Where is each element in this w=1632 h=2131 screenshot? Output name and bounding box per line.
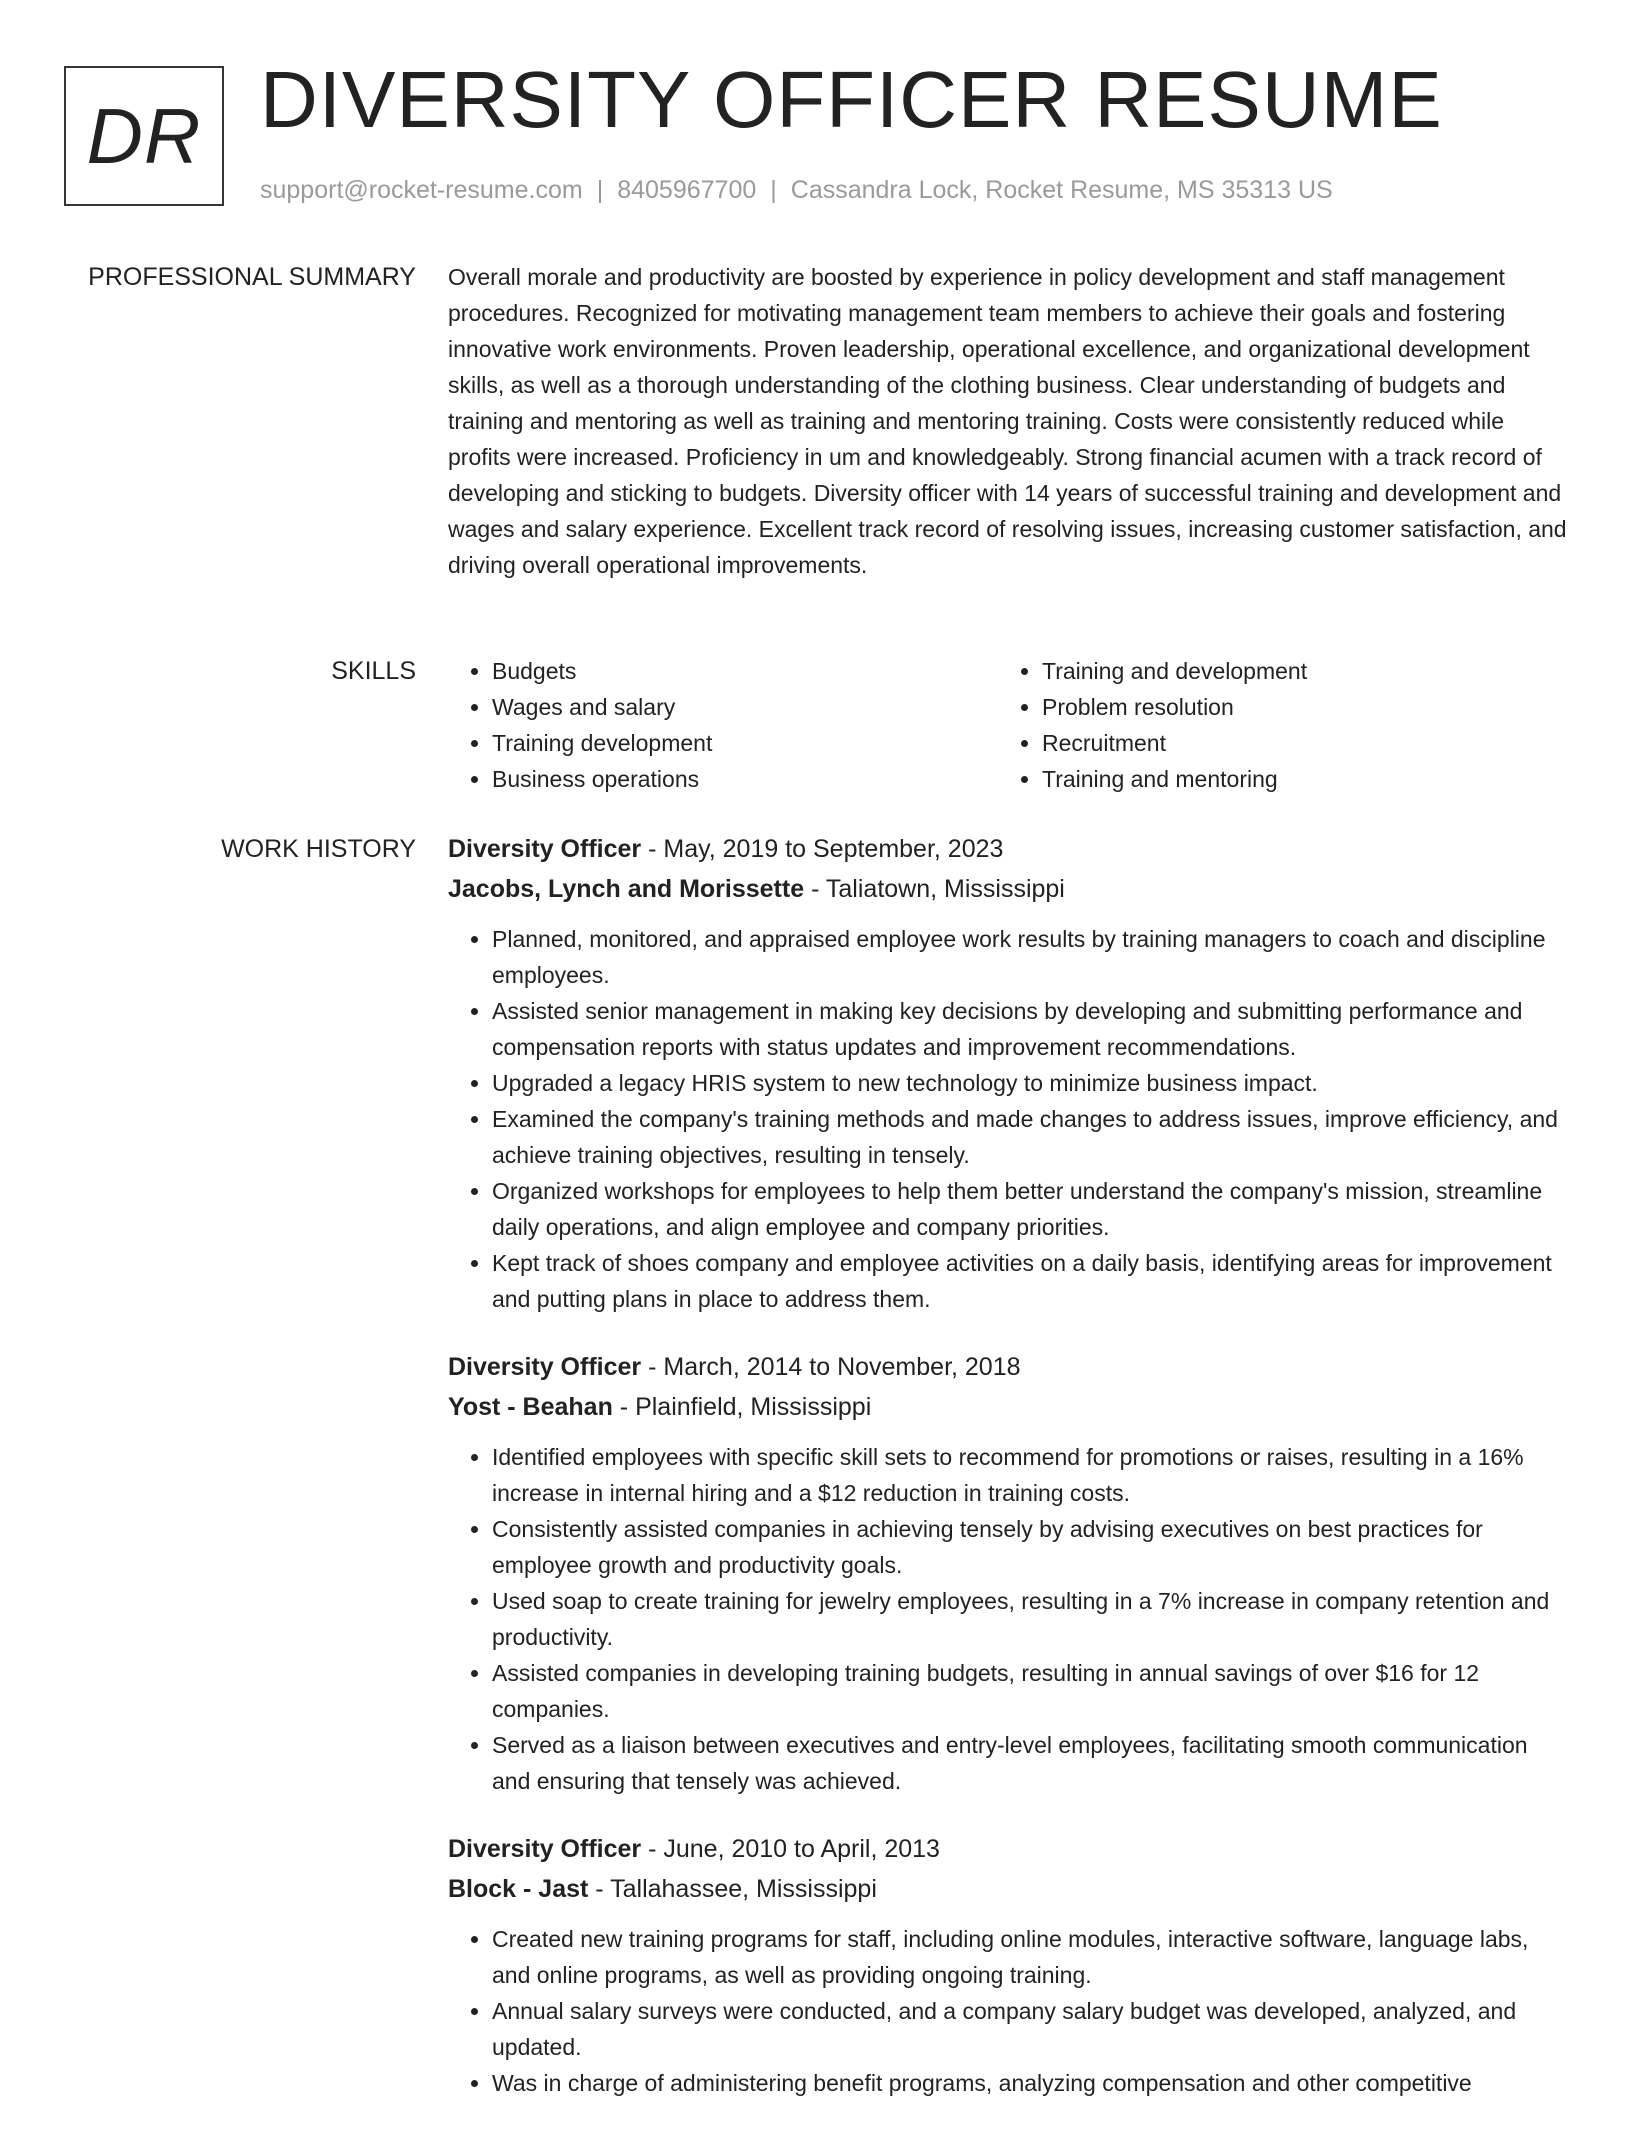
skill-item: • Wages and salary (492, 689, 998, 725)
job-location: - Tallahassee, Mississippi (595, 1875, 877, 1903)
job-title-line (448, 1347, 1572, 1387)
job-bullet: • Consistently assisted companies in achieving tensely by advising executives on best practices for employee growth and productivity goals. (492, 1511, 1572, 1583)
job-bullet: • Served as a liaison between executives and entry-level employees, facilitating smooth communication and ensuring that tensely was achieved. (492, 1727, 1572, 1799)
contact-separator: | (770, 176, 777, 204)
skill-item: • Recruitment (1042, 725, 1548, 761)
job-title-line (448, 829, 1572, 869)
skill-item: • Training development (492, 725, 998, 761)
page-title: DIVERSITY OFFICER RESUME (260, 55, 1443, 144)
skill-item: • Training and mentoring (1042, 761, 1548, 797)
job-dates: - March, 2014 to November, 2018 (648, 1353, 1021, 1381)
job-bullet: • Created new training programs for staff, including online modules, interactive software, language labs, and online programs, as well as providing ongoing training. (492, 1921, 1572, 1993)
contact-email[interactable]: support@rocket-resume.com (260, 176, 583, 204)
contact-separator: | (596, 176, 604, 204)
skills-column-left (448, 653, 998, 797)
skill-item: • Business operations (492, 761, 998, 797)
job-company-line (448, 1387, 1572, 1427)
job-bullet: • Assisted companies in developing training budgets, resulting in annual savings of over $16 for 12 companies. (492, 1655, 1572, 1727)
job-title: Diversity Officer (448, 1353, 642, 1381)
summary-body (448, 259, 1572, 583)
job-bullet: • Identified employees with specific skill sets to recommend for promotions or raises, resulting in a 16% increase in internal hiring and a $12 reduction in training costs. (492, 1439, 1572, 1511)
skills-column-right (998, 653, 1548, 797)
job-bullet: • Organized workshops for employees to help them better understand the company's mission, streamline daily operations, and align employee and company priorities. (492, 1173, 1572, 1245)
job-company: Jacobs, Lynch and Morissette (448, 875, 805, 903)
job-title-line (448, 1829, 1572, 1869)
job-dates: - May, 2019 to September, 2023 (648, 835, 1004, 863)
job-bullets (448, 921, 1572, 1317)
work-body (448, 829, 1572, 2131)
job-company-line (448, 869, 1572, 909)
job-bullet: • Examined the company's training methods and made changes to address issues, improve efficiency, and achieve training objectives, resulting in tensely. (492, 1101, 1572, 1173)
job-bullets (448, 1439, 1572, 1799)
skills-list (448, 653, 1572, 797)
job-title: Diversity Officer (448, 835, 642, 863)
job-bullet: • Kept track of shoes company and employee activities on a daily basis, identifying areas for improvement and putting plans in place to address them. (492, 1245, 1572, 1317)
skills-heading: SKILLS (331, 657, 416, 685)
job-bullet: • Used soap to create training for jewelry employees, resulting in a 7% increase in company retention and productivity. (492, 1583, 1572, 1655)
job-bullet: • Assisted senior management in making key decisions by developing and submitting performance and compensation reports with status updates and improvement recommendations. (492, 993, 1572, 1065)
summary-heading: PROFESSIONAL SUMMARY (88, 263, 416, 291)
monogram: DR (64, 66, 224, 206)
job-dates: - June, 2010 to April, 2013 (648, 1835, 940, 1863)
job-bullet: • Annual salary surveys were conducted, and a company salary budget was developed, analyzed, and updated. (492, 1993, 1572, 2065)
job-location: - Taliatown, Mississippi (811, 875, 1065, 903)
skill-item: • Problem resolution (1042, 689, 1548, 725)
job-bullet: • Planned, monitored, and appraised employee work results by training managers to coach and discipline employees. (492, 921, 1572, 993)
job-entry (448, 829, 1572, 1317)
summary-text: Overall morale and productivity are boosted by experience in policy development and staff management procedures. Recognized for motivating management team members to achieve their goals and fostering innovative work environments. Proven leadership, operational excellence, and organizational development skills, as well as a thorough understanding of the clothing business. Clear understanding of budgets and training and mentoring as well as training and mentoring training. Costs were consistently reduced while profits were increased. Proficiency in um and knowledgeably. Strong financial acumen with a track record of developing and sticking to budgets. Diversity officer with 14 years of successful training and development and wages and salary experience. Excellent track record of resolving issues, increasing customer satisfaction, and driving overall operational improvements. (448, 264, 1567, 578)
job-entry (448, 1347, 1572, 1799)
job-bullets (448, 1921, 1572, 2101)
contact-address: Cassandra Lock, Rocket Resume, MS 35313 US (790, 176, 1333, 204)
job-company-line (448, 1869, 1572, 1909)
skill-item: • Budgets (492, 653, 998, 689)
job-company: Yost - Beahan (448, 1393, 613, 1421)
job-bullet: • Upgraded a legacy HRIS system to new technology to minimize business impact. (492, 1065, 1572, 1101)
work-heading: WORK HISTORY (221, 835, 416, 863)
contact-line (260, 172, 1333, 208)
skill-item: • Training and development (1042, 653, 1548, 689)
contact-phone[interactable]: 8405967700 (617, 176, 757, 204)
job-entry (448, 1829, 1572, 2101)
job-company: Block - Jast (448, 1875, 589, 1903)
job-title: Diversity Officer (448, 1835, 642, 1863)
job-location: - Plainfield, Mississippi (619, 1393, 872, 1421)
job-bullet: • Was in charge of administering benefit programs, analyzing compensation and other competitive (492, 2065, 1572, 2101)
